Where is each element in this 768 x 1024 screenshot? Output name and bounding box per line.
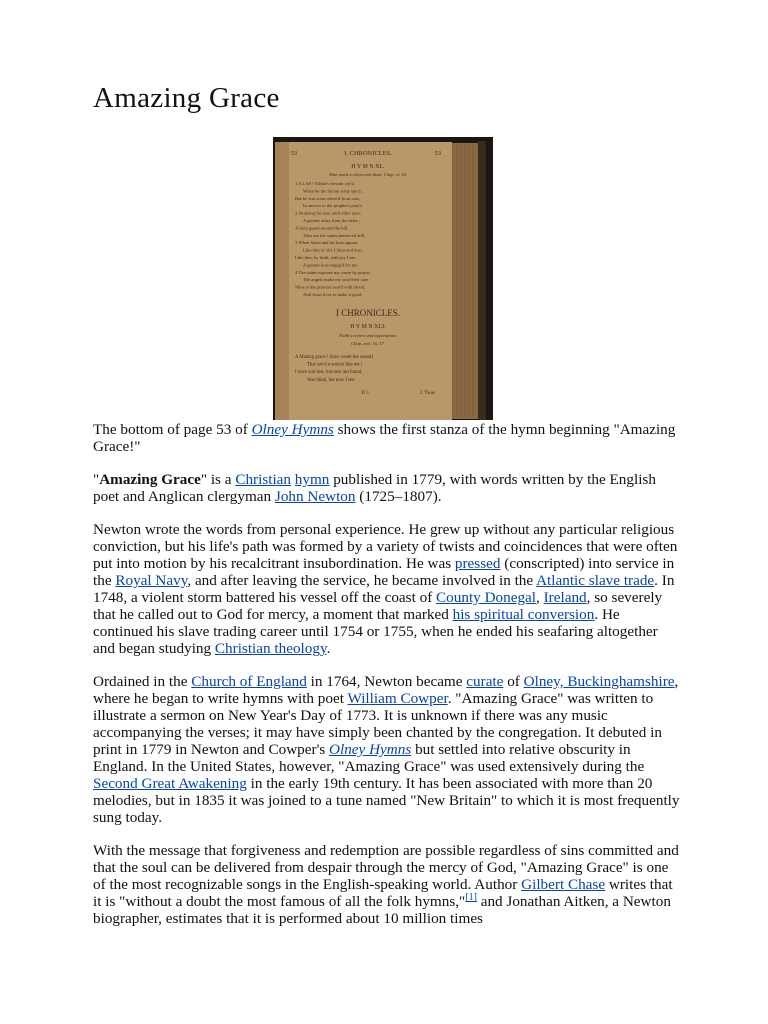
text-run: in 1764, Newton became (306, 673, 467, 690)
paragraph (93, 521, 683, 657)
hymn-line: 3 When Satan and his host appear, (295, 240, 359, 246)
paragraph (93, 471, 683, 505)
article-link[interactable]: Church of England (191, 673, 307, 690)
text-run: Newton wrote the words from personal experience. He grew up without any particular religious conviction, but his life's path was formed by a variety of twists and coincidences that were often put into motion by his recalcitrant insubordination. He was (93, 521, 678, 572)
text-run: Ordained in the (93, 673, 192, 690)
article-link[interactable]: Royal Navy (115, 572, 188, 589)
hymnal-photo (273, 137, 493, 420)
article-link[interactable]: William Cowper (347, 690, 448, 707)
hymn-line: A Mazing grace ! (how sweet the sound) (295, 355, 373, 360)
text-run: . In 1748, a violent storm battered his vessel off the coast of (93, 572, 675, 606)
hymn-line: A fiery guard around the hill, (295, 225, 349, 231)
text-run: (conscripted) into service in the (93, 555, 675, 589)
text-run: , (536, 589, 544, 606)
hymn-line: I once was lost, but now am found, (295, 370, 363, 376)
hymn-line: Like him, by faith, with joy I see, (295, 255, 357, 260)
article-link[interactable]: Gilbert Chase (521, 876, 606, 893)
olney-hymns-link[interactable]: Olney Hymns (251, 421, 334, 438)
text-run: . (326, 640, 331, 657)
image-caption: The bottom of page 53 of Olney Hymns shows the first stanza of the hymn beginning "Amazing Grace!" (93, 421, 676, 455)
hymn-line: And Jesus lives to make it good. (303, 292, 363, 297)
hymn-heading: H Y M N XL. (351, 164, 385, 170)
article-link[interactable]: Olney Hymns (329, 741, 412, 758)
hymn-subheading: Faith's review and expectation. (339, 333, 397, 338)
text-run: . He continued his slave trading career until 1754 or 1755, when he ended his seafaring altogether and began studying (93, 606, 658, 657)
article-link[interactable]: hymn (294, 471, 330, 488)
text-run: . "Amazing Grace" was written to illustrate a sermon on New Year's Day of 1773. It is unknown if there was any music accompanying the verses; it may have simply been chanted by the congregation. It debuted in print in 1779 in Newton and Cowper's (93, 690, 662, 758)
article-link[interactable]: pressed (454, 555, 501, 572)
text-run: , and after leaving the service, he became involved in the (187, 572, 537, 589)
hymn-line: Was blind, but now I see. (307, 377, 356, 383)
citation-ref[interactable] (465, 892, 477, 903)
text-run: but settled into relative obscurity in England. In the United States, however, "Amazing Grace" was used extensively during the (93, 741, 645, 775)
section-heading: I CHRONICLES. (335, 308, 401, 318)
hymn-line: A greater army from the skies ; (303, 218, 361, 223)
hymn-line: But he was soon releas'd from care, (295, 195, 361, 201)
article-link[interactable]: Second Great Awakening (93, 775, 247, 792)
paragraph (93, 842, 683, 927)
hymnal-page-header: 53 (434, 150, 441, 157)
hymn-subheading: Man much to them with them. Chap. vi. 16. (329, 172, 407, 177)
article-link[interactable]: curate (466, 673, 504, 690)
text-run: (1725–1807). (355, 488, 442, 505)
text-run: With the message that forgiveness and redemption are possible regardless of sins committed and that the soul can be delivered from despair through the mercy of God, "Amazing Grace" is one of the most recognizable songs in the English-speaking world. Author (93, 842, 679, 893)
page-title: Amazing Grace (93, 82, 280, 114)
hymnal-page-footer: D 3 (361, 391, 369, 396)
hymn-line: 4 The saints espouse my cause by prayer, (295, 269, 371, 275)
bold-term: Amazing Grace (99, 471, 201, 488)
text-run: , where he began to write hymns with poet (93, 673, 679, 707)
article-link[interactable]: County Donegal (436, 589, 537, 606)
article-link[interactable]: Ireland (543, 589, 587, 606)
article-body (93, 471, 683, 943)
article-link[interactable]: his spiritual conversion (452, 606, 595, 623)
article-link[interactable]: Atlantic slave trade (536, 572, 655, 589)
hymn-reference: Chap. xvii. 16, 17. (351, 341, 385, 346)
hymn-line: 1 A LAS ! Elisha's servant cry'd, (295, 181, 355, 186)
article-link[interactable]: Olney, Buckinghamshire (523, 673, 675, 690)
text-run: writes that it is "without a doubt the most famous of all the folk hymns," (93, 876, 673, 910)
article-link[interactable]: Christian (235, 471, 291, 488)
hymn-line: 2 Straitway he saw, with other eyes, (295, 210, 362, 216)
text-run: " (93, 471, 100, 488)
hymnal-page-header: I. CHRONICLES. (344, 150, 392, 157)
hymn-line: When he the Syrian army spy'd ; (303, 188, 364, 194)
text-run: published in 1779, with words written by the English poet and Anglican clergyman (93, 471, 656, 505)
hymn-line: That sav'd a wretch like me ! (307, 362, 363, 368)
article-link[interactable]: [1] (465, 891, 477, 903)
hymn-line: Mine is the promise seal'd with blood, (295, 284, 366, 290)
hymn-line: The angels make my soul their care ; (303, 277, 371, 283)
hymn-heading: H Y M N XLI. (350, 324, 386, 330)
hymn-line: A greater host engag'd for me. (303, 262, 359, 268)
paragraph (93, 673, 683, 826)
article-link[interactable]: Christian theology (214, 640, 327, 657)
hymnal-page-header: 53 (291, 151, 297, 157)
text-run: and Jonathan Aitken, a Newton biographer, estimates that it is performed about 10 million times (93, 893, 671, 927)
article-link[interactable]: John Newton (274, 488, 356, 505)
hymnal-page-footer: 2 'Twas (419, 391, 435, 396)
hymn-line: Thus are the saints preserved still. (303, 232, 366, 238)
text-run: in the early 19th century. It has been associated with more than 20 melodies, but in 1835 it was joined to a tune named "New Britain" to which it is most frequently sung today. (93, 775, 680, 826)
text-run: , so severely that he called out to God for mercy, a moment that marked (93, 589, 663, 623)
hymn-line: Like him of old, I faint and fear ; (303, 247, 364, 253)
hymn-line: In answer to the prophet's pray'r. (303, 203, 363, 209)
text-run: " is a (200, 471, 236, 488)
text-run: of (503, 673, 524, 690)
